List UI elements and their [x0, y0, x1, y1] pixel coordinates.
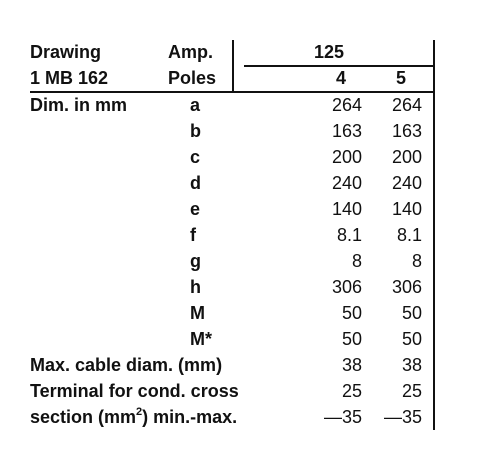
- dim-key: h: [190, 277, 201, 297]
- dim-key: c: [190, 147, 201, 167]
- dim-key: g: [190, 251, 201, 271]
- amp-underline: [244, 65, 435, 67]
- dim-value-5: 264: [391, 95, 422, 115]
- terminal-max-5: —35: [383, 407, 422, 427]
- pole-4-header: 4: [336, 68, 347, 88]
- dim-key: M: [190, 303, 205, 323]
- dim-value-5: 8.1: [396, 225, 422, 245]
- dim-key: e: [190, 199, 201, 219]
- dim-value-5: 306: [391, 277, 422, 297]
- dim-key: f: [190, 225, 196, 245]
- dim-value-4: 264: [331, 95, 362, 115]
- dim-value-5: 200: [391, 147, 422, 167]
- terminal-label-line2-b: ) min.-max.: [142, 407, 238, 427]
- cable-diam-value-4: 38: [341, 355, 362, 375]
- dim-value-4: 306: [331, 277, 362, 297]
- drawing-code: 1 MB 162: [30, 68, 109, 88]
- table-right-border: [433, 40, 435, 430]
- amp-label: Amp.: [168, 42, 213, 62]
- terminal-label-line2-a: section (mm: [30, 407, 137, 427]
- dim-key: d: [190, 173, 201, 193]
- cable-diam-label: Max. cable diam. (mm): [30, 355, 223, 375]
- dim-key: a: [190, 95, 201, 115]
- dim-value-5: 8: [411, 251, 422, 271]
- terminal-min-5: 25: [401, 381, 422, 401]
- terminal-max-4: —35: [323, 407, 362, 427]
- terminal-min-4: 25: [341, 381, 362, 401]
- drawing-label: Drawing: [30, 42, 102, 62]
- dim-value-5: 163: [391, 121, 422, 141]
- dim-value-4: 8: [351, 251, 362, 271]
- dim-value-4: 50: [341, 303, 362, 323]
- header-vertical-divider: [232, 40, 234, 92]
- terminal-label-sup: 2: [136, 406, 143, 418]
- cable-diam-value-5: 38: [401, 355, 422, 375]
- dim-value-4: 8.1: [336, 225, 362, 245]
- dim-value-4: 163: [331, 121, 362, 141]
- dim-value-4: 240: [331, 173, 362, 193]
- dim-key: b: [190, 121, 201, 141]
- dim-value-4: 140: [331, 199, 362, 219]
- dim-value-4: 200: [331, 147, 362, 167]
- dim-label: Dim. in mm: [30, 95, 128, 115]
- terminal-label-line1: Terminal for cond. cross: [30, 381, 239, 401]
- terminal-label-line2: [30, 406, 237, 428]
- dim-value-5: 140: [391, 199, 422, 219]
- dim-key: M*: [190, 329, 212, 349]
- dim-value-5: 240: [391, 173, 422, 193]
- poles-label: Poles: [168, 68, 217, 88]
- pole-5-header: 5: [396, 68, 407, 88]
- dim-value-5: 50: [401, 303, 422, 323]
- dim-value-5: 50: [401, 329, 422, 349]
- dim-value-4: 50: [341, 329, 362, 349]
- amp-value: 125: [314, 42, 345, 62]
